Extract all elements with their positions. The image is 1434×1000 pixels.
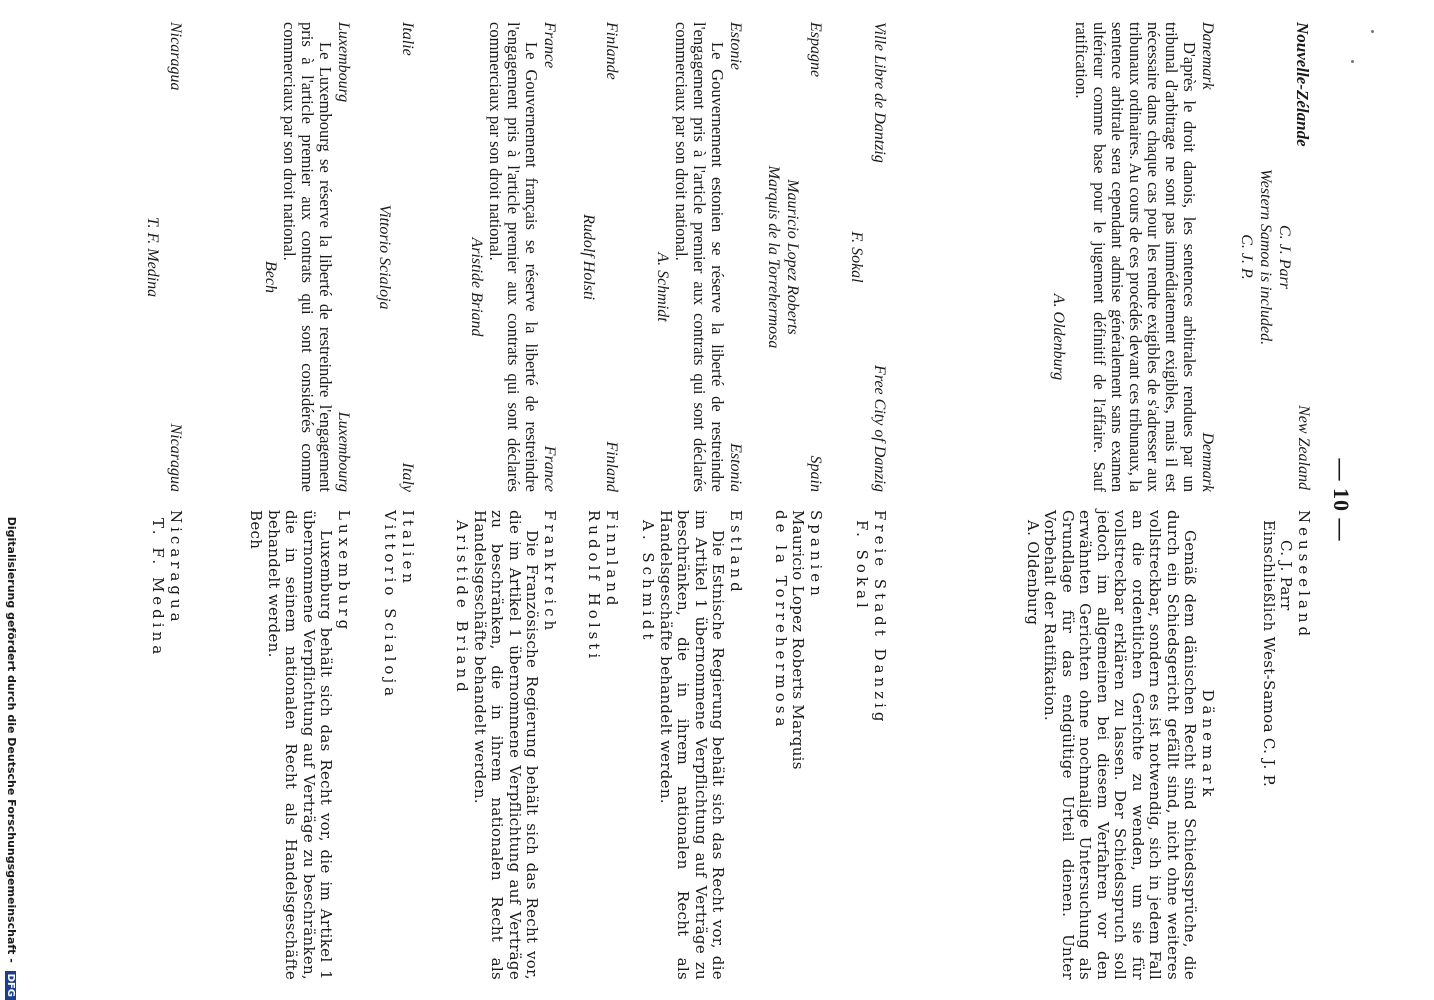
signature: A. Schmidt <box>654 252 671 322</box>
section-nicaragua-fr <box>143 22 184 492</box>
reservation-text: Le Gouvernement estonien se réserve la liberté de restreindre l'engagement pris à l'article premier aux contrats qui sont déclarés commerciaux par son droit national. <box>672 22 727 492</box>
de-signature: Mauricio Lopez Roberts Marquis <box>789 510 808 770</box>
en-country: Luxembourg <box>335 411 352 492</box>
section-estonia-de <box>639 510 744 980</box>
de-signature: Aristide Briand <box>453 520 472 696</box>
country-heading-de: Luxemburg <box>335 510 353 634</box>
reservation-text: Le Gouvernement français se réserve la liberté de restreindre l'engagement pris à l'article premier aux contrats qui sont déclarés commerciaux par son droit national. <box>486 22 541 492</box>
de-signature: F. Sokal <box>853 520 872 612</box>
signature: F. Sokal <box>848 231 865 283</box>
de-signature: Rudolf Holsti <box>585 510 604 663</box>
scan-speck <box>1351 60 1354 63</box>
country-heading-de: Estland <box>727 510 745 596</box>
country-heading: Finlande <box>603 22 620 80</box>
dfg-logo: DFG <box>5 971 16 1000</box>
country-heading-de: Neuseeland <box>1295 510 1313 641</box>
signature-line: Marquis de la Torrehermosa <box>765 165 782 349</box>
country-heading: Ville Libre de Dantzig <box>871 22 888 163</box>
en-country: New Zealand <box>1295 405 1312 490</box>
signature: T. F. Medina <box>144 216 161 298</box>
country-heading: Danemark <box>1199 22 1216 90</box>
signature: Rudolf Holsti <box>580 214 597 300</box>
section-denmark-fr <box>1049 22 1216 492</box>
section-finland-de <box>585 510 620 980</box>
section-danzig-de <box>853 510 888 980</box>
country-heading: Italie <box>399 22 416 56</box>
de-signature: T. F. Medina <box>149 518 168 659</box>
signature-block <box>764 22 802 492</box>
signature-line: Western Samoa is included. <box>1257 168 1274 346</box>
section-spain-de <box>772 510 825 980</box>
section-finland-fr <box>579 22 620 492</box>
signature: A. Oldenburg <box>1050 293 1067 381</box>
scan-speck <box>1371 30 1374 33</box>
footer-text: Digitalisierung gefördert durch die Deutsche Forschungsgemeinschaft - <box>5 516 18 963</box>
en-country: France <box>541 445 558 492</box>
section-danzig-fr <box>847 22 888 492</box>
reservation-text-de: Gemäß dem dänischen Recht sind Schiedssprüche, die durch ein Schiedsgericht gefällt sind, nicht ohne weiteres vollstreckbar, sondern es ist notwendig, sich in jedem Fall an die ordentlichen Gerichte zu wenden, um sie für vollstreckbar erklären zu lassen. Der Schiedsspruch soll jedoch im allgemeinen bei diesem Verfahren vor den erwähnten Gerichten ohne nochmalige Untersuchung als Grundlage für das endgültige Urteil dienen. Unter Vorbehalt der Ratifikation. <box>1041 510 1200 980</box>
reservation-text-de: Die Französische Regierung behält sich das Recht vor, die im Artikel 1 übernommene Verpflichtung auf Verträge zu beschränken, die in ihrem nationalen Recht als Handelsgeschäfte behandelt werden. <box>471 510 542 980</box>
de-signature: A. Oldenburg <box>1024 520 1042 626</box>
country-heading-de: Freie Stadt Danzig <box>871 510 889 726</box>
country-heading-de: Spanien <box>807 510 825 600</box>
section-nicaragua-de <box>149 510 184 980</box>
country-heading: Luxembourg <box>335 22 352 103</box>
en-country: Free City of Danzig <box>871 365 888 492</box>
signature-line: C. J. Parr <box>1276 225 1293 289</box>
country-heading: Nouvelle-Zélande <box>1293 22 1312 147</box>
de-signature: C. J. Parr <box>1277 540 1296 611</box>
signature: Aristide Briand <box>468 237 485 337</box>
section-italy-de <box>381 510 416 980</box>
en-country: Spain <box>807 455 824 492</box>
section-new-zealand-de <box>1260 510 1313 980</box>
country-heading: France <box>541 22 558 69</box>
country-heading-de: Finnland <box>603 510 621 610</box>
page-number: — 10 — <box>1329 458 1354 542</box>
signature: Vittorio Scialoja <box>376 204 393 310</box>
section-spain-fr <box>764 22 824 492</box>
reservation-text-de: Luxemburg behält sich das Recht vor, die im Artikel 1 übernommene Verpflichtung auf Verträge zu beschränken, die in seinem nationalen Recht als Handelsgeschäfte behandelt werden. <box>265 510 336 980</box>
reservation-text: Le Luxembourg se réserve la liberté de restreindre l'engagement pris à l'article premier aux contrats qui sont considérés comme commerciaux par son droit national. <box>280 22 335 492</box>
section-luxembourg-de <box>247 510 352 980</box>
de-signature: Vittorio Scialoja <box>381 510 400 701</box>
section-france-de <box>453 510 558 980</box>
de-signature: Bech <box>247 510 266 550</box>
de-note: Einschließlich West-Samoa C. J. P. <box>1260 520 1278 788</box>
country-heading-de: Nicaragua <box>167 510 185 626</box>
country-heading-de: Dänemark <box>1199 689 1217 801</box>
country-heading-de: Italien <box>399 510 417 588</box>
reservation-text: D'après le droit danois, les sentences arbitrales rendues par un tribunal d'arbitrage ne sont pas immédiatement exigibles, mais il est nécessaire dans chaque cas pour les rendre exigibles de s'adresser aux tribunaux ordinaires. Au cours de ces procédés devant ces tribunaux, la sentence arbitrale sera cependant admise généralement sans examen ultérieur comme base pour le jugement définitif de l'affaire. Sauf ratification. <box>1072 22 1199 492</box>
section-luxembourg-fr <box>261 22 352 492</box>
digitization-footer <box>5 400 18 1000</box>
en-country: Finland <box>603 441 620 492</box>
en-country: Estonia <box>727 443 744 492</box>
section-italy-fr <box>375 22 416 492</box>
en-country: Denmark <box>1199 432 1216 492</box>
de-signature: A. Schmidt <box>639 520 658 644</box>
section-estonia-fr <box>653 22 744 492</box>
country-heading-de: Frankreich <box>541 510 559 635</box>
signature-line: C. J. P. <box>1238 234 1255 280</box>
signature-line: Mauricio Lopez Roberts <box>784 179 801 335</box>
signature-block <box>1237 22 1294 492</box>
en-country: Nicaragua <box>167 423 184 492</box>
de-signature: de la Torrehermosa <box>772 510 790 731</box>
section-france-fr <box>467 22 558 492</box>
signature: Bech <box>262 261 279 293</box>
country-heading: Estonie <box>727 22 744 70</box>
country-heading: Nicaragua <box>167 22 184 91</box>
section-denmark-de <box>1024 510 1217 980</box>
en-country: Italy <box>399 462 416 492</box>
country-heading: Espagne <box>807 22 824 78</box>
reservation-text-de: Die Estnische Regierung behält sich das Recht vor, die im Artikel 1 übernommene Verpflichtung auf Verträge zu beschränken, die in ihrem nationalen Recht als Handelsgeschäfte behandelt werden. <box>657 510 728 980</box>
